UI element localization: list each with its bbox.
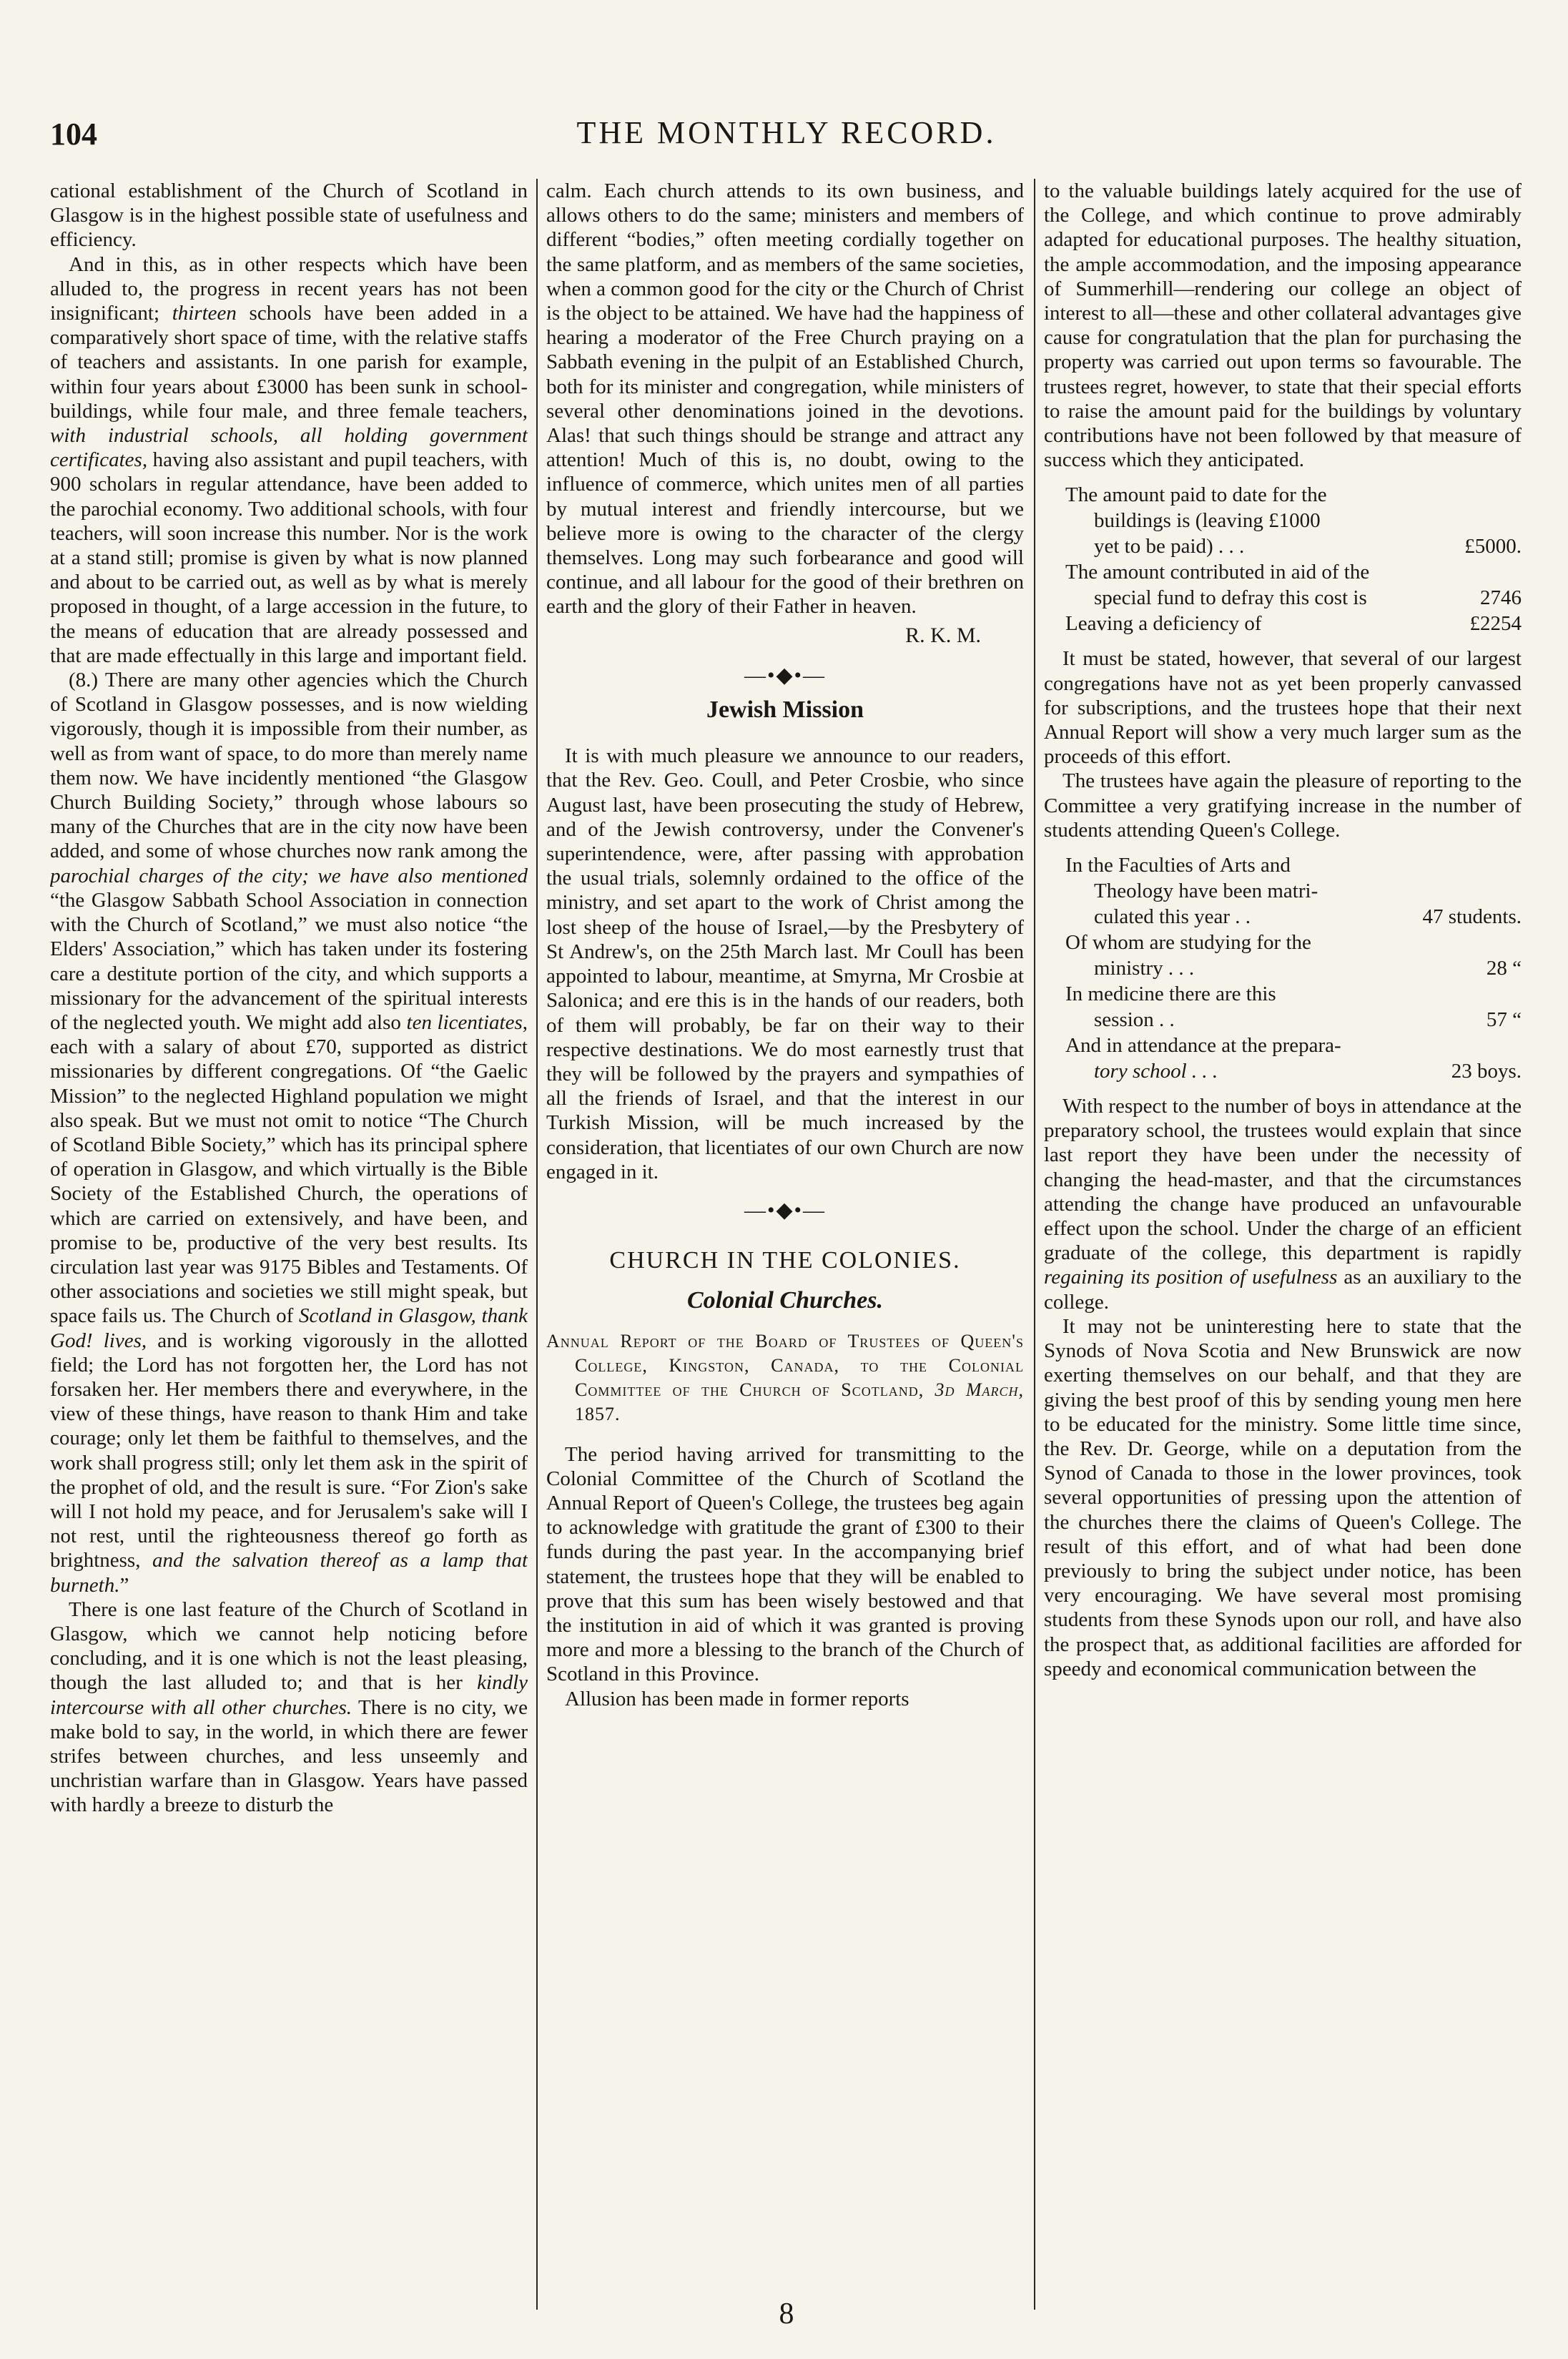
row-label: The amount paid to date for the (1065, 483, 1327, 507)
paragraph: It is with much pleasure we announce to our readers, that the Rev. Geo. Coull, and Peter Crosbie, who since August last, have been prosecuting the study of Hebrew, and of the Jewish controversy, under the Convener's superintendence, were, after passing with approbation the usual trials, solemnly ordained to the office of the ministry, and set apart to the work of Christ among the lost sheep of the house of Israel,—by the Presbytery of St Andrew's, on the 25th March last. Mr Coull has been appointed to labour, meantime, at Smyrna, Mr Crosbie at Salonica; and ere this is in the hands of our readers, both of them will probably, be far on their way to their respective destinations. We do most earnestly trust that they will be followed by the prayers and sympathies of all the friends of Israel, and that the interest in our Turkish Mission, will be much increased by the consideration, that licentiates of our own Church are now engaged in it. (546, 744, 1024, 1183)
table-row (1065, 904, 1522, 930)
row-label: Leaving a deficiency of (1065, 612, 1262, 636)
row-value: £5000. (1464, 535, 1522, 558)
row-label: Of whom are studying for the (1065, 931, 1311, 955)
column-rule-left (536, 179, 538, 2310)
row-label: buildings is (leaving £1000 (1094, 509, 1321, 533)
table-row (1065, 852, 1522, 878)
row-label: special fund to defray this cost is (1094, 586, 1367, 610)
paragraph: calm. Each church attends to its own business, and allows others to do the same; ministers and members of different “bodies,” often meeting cordially together on the same platform, and as members of the same societies, when a common good for the city or the Church of Christ is the object to be attained. We have had the happiness of hearing a moderator of the Free Church praying on a Sabbath evening in the pulpit of an Established Church, both for its minister and congregation, while ministers of several other denominations joined in the devotions. Alas! that such things should be strange and attract any attention! Much of this is, no doubt, owing to the influence of commerce, which unites men of all parties by mutual interest and friendly intercourse, but we believe more is owing to the character of the clergy themselves. Long may such forbearance and good will continue, and all labour for the good of their brethren on earth and the glory of their Father in heaven. (546, 179, 1024, 619)
subheading-colonial-churches: Colonial Churches. (687, 1287, 883, 1314)
table-row (1065, 533, 1522, 559)
column-middle (546, 179, 1024, 2310)
page (50, 107, 1523, 2331)
row-label: The amount contributed in aid of the (1065, 561, 1370, 584)
signature-mark: 8 (779, 2298, 794, 2330)
page-number: 104 (50, 117, 97, 152)
row-value: 23 boys. (1451, 1060, 1522, 1083)
paragraph: And in this, as in other respects which have been alluded to, the progress in recent years has not been insignificant; thirteen schools have been added in a comparatively short space of time, with the relative staffs of teachers and assistants. In one parish for example, within four years about £3000 has been sunk in school-buildings, while four male, and three female teachers, with industrial schools, all holding government certificates, having also assistant and pupil teachers, with 900 scholars in regular attendance, have been added to the parochial economy. Two additional schools, with four teachers, will soon increase this number. Nor is the work at a stand still; promise is given by what is now planned and about to be carried out, as well as by what is merely proposed in thought, of a large accession in the future, to the means of education that are already possessed and that are made effectually in this large and important field. (50, 252, 528, 667)
row-value: 47 students. (1422, 905, 1522, 929)
table-row (1065, 878, 1522, 904)
students-table (1065, 852, 1522, 1084)
paragraph: cational establishment of the Church of Scotland in Glasgow is in the highest possible state of usefulness and efficiency. (50, 179, 528, 252)
row-label: tory school . . . (1094, 1060, 1218, 1083)
page-header (50, 107, 1523, 164)
table-row (1065, 955, 1522, 981)
paragraph: (8.) There are many other agencies which the Church of Scotland in Glasgow possesses, and is now wielding vigorously, though it is impossible from their number, as well as from want of space, to do more than merely name them now. We have incidently mentioned “the Glasgow Church Building Society,” through whose labours so many of the Churches that are in the city now have been added, and some of whose churches now rank among the parochial charges of the city; we have also mentioned “the Glasgow Sabbath School Association in connection with the Church of Scotland,” we must also notice “the Elders' Association,” which has taken under its fostering care a destitute portion of the city, and which supports a missionary for the advancement of the spiritual interests of the neglected youth. We might add also ten licentiates, each with a salary of about £70, supported as district missionaries by different congregations. Of “the Gaelic Mission” to the neglected Highland population we might also speak. But we must not omit to notice “The Church of Scotland Bible Society,” which has its principal sphere of operation in Glasgow, and which virtually is the Bible Society of the Established Church, the operations of which are carried on extensively, and have been, and promise to be, productive of the very best results. Its circulation last year was 9175 Bibles and Testaments. Of other associations and societies we still might speak, but space fails us. The Church of Scotland in Glasgow, thank God! lives, and is working vigorously in the allotted field; the Lord has not forgotten her, the Lord has not forsaken her. Her members there and everywhere, in the view of these things, have reason to thank Him and take courage; only let them be faithful to themselves, and the work shall progress still; only let them ask in the spirit of the prophet of old, and the result is sure. “For Zion's sake will I not hold my peace, and for Jerusalem's sake will I not rest, until the righteousness thereof go forth as brightness, and the salvation thereof as a lamp that burneth.” (50, 669, 528, 1597)
ornament-divider: —•◆•— (744, 1198, 827, 1222)
column-right (1044, 179, 1522, 2310)
row-value: 28 “ (1486, 957, 1522, 980)
section-heading-jewish-mission: Jewish Mission (706, 696, 864, 724)
table-row (1065, 559, 1522, 585)
column-left (50, 179, 528, 2310)
row-label: yet to be paid) . . . (1094, 535, 1245, 558)
paragraph: There is one last feature of the Church of Scotland in Glasgow, which we cannot help noticing before concluding, and it is one which is not the least pleasing, though the last alluded to; and that is her kindly intercourse with all other churches. There is no city, we make bold to say, in the world, in which there are fewer strifes between churches, and less unseemly and unchristian warfare than in Glasgow. Years have passed with hardly a breeze to disturb the (50, 1597, 528, 1817)
author-signature: R. K. M. (905, 623, 981, 647)
paragraph: to the valuable buildings lately acquired for the use of the College, and which continue to prove admirably adapted for educational purposes. The healthy situation, the ample accommodation, and the imposing appearance of Summerhill—rendering our college an object of interest to all—these and other collateral advantages give cause for congratulation that the plan for purchasing the property was carried out upon terms so favourable. The trustees regret, however, to state that their special efforts to raise the amount paid for the buildings by voluntary contributions have not been followed by that measure of success which they anticipated. (1044, 179, 1522, 472)
paragraph: The period having arrived for transmitting to the Colonial Committee of the Church of Scotland the Annual Report of Queen's College, the trustees beg again to acknowledge with gratitude the grant of £300 to their funds during the past year. In the accompanying brief statement, the trustees hope that they will be enabled to prove that this sum has been wisely bestowed and that the institution in aid of which it was granted is proving more and more a blessing to the branch of the Church of Scotland in this Province. (546, 1442, 1024, 1686)
ornament-divider: —•◆•— (744, 663, 827, 687)
table-row (1065, 508, 1522, 533)
table-row (1065, 1007, 1522, 1033)
section-heading-colonies: CHURCH IN THE COLONIES. (609, 1247, 961, 1274)
table-row (1065, 1033, 1522, 1058)
row-label: In medicine there are this (1065, 982, 1276, 1006)
paragraph: Allusion has been made in former reports (565, 1687, 909, 1710)
table-row (1065, 930, 1522, 955)
funds-table (1065, 482, 1522, 636)
table-row (1065, 482, 1522, 508)
table-row (1065, 611, 1522, 636)
report-title: Annual Report of the Board of Trustees of Queen's College, Kingston, Canada, to the Colonial Committee of the Church of Scotland, 3d March, 1857. (546, 1330, 1024, 1424)
table-row (1065, 981, 1522, 1007)
paragraph: It may not be uninteresting here to state that the Synods of Nova Scotia and New Brunswick are now exerting themselves on our behalf, and that they are giving the best proof of this by sending young men here to be educated for the ministry. Some little time since, the Rev. Dr. George, while on a deputation from the Synod of Canada to those in the lower provinces, took several opportunities of pressing upon the attention of the churches there the claims of Queen's College. The result of this effort, and of what had been done previously to bring the subject under notice, has been very encouraging. We have several most promising students from these Synods upon our roll, and have also the prospect that, as additional facilities are afforded for speedy and economical communication between the (1044, 1314, 1522, 1680)
row-label: And in attendance at the prepara- (1065, 1034, 1341, 1058)
row-label: session . . (1094, 1008, 1175, 1032)
row-value: £2254 (1469, 612, 1522, 636)
running-title: THE MONTHLY RECORD. (576, 115, 997, 150)
table-row (1065, 585, 1522, 611)
row-label: In the Faculties of Arts and (1065, 854, 1291, 877)
row-label: Theology have been matri- (1094, 880, 1318, 903)
row-label: ministry . . . (1094, 957, 1195, 980)
row-label: culated this year . . (1094, 905, 1251, 929)
paragraph: The trustees have again the pleasure of reporting to the Committee a very gratifying increase in the number of students attending Queen's College. (1044, 769, 1522, 842)
table-row (1065, 1058, 1522, 1084)
paragraph: It must be stated, however, that several of our largest congregations have not as yet been properly canvassed for subscriptions, and the trustees hope that their next Annual Report will show a very much larger sum as the proceeds of this effort. (1044, 647, 1522, 769)
paragraph: With respect to the number of boys in attendance at the preparatory school, the trustees would explain that since last report they have been under the necessity of changing the head-master, and that the circumstances attending the change have produced an unfavourable effect upon the school. Under the charge of an efficient graduate of the college, this department is rapidly regaining its position of usefulness as an auxiliary to the college. (1044, 1095, 1522, 1314)
row-value: 2746 (1480, 586, 1522, 610)
row-value: 57 “ (1486, 1008, 1522, 1032)
column-rule-right (1034, 179, 1035, 2310)
